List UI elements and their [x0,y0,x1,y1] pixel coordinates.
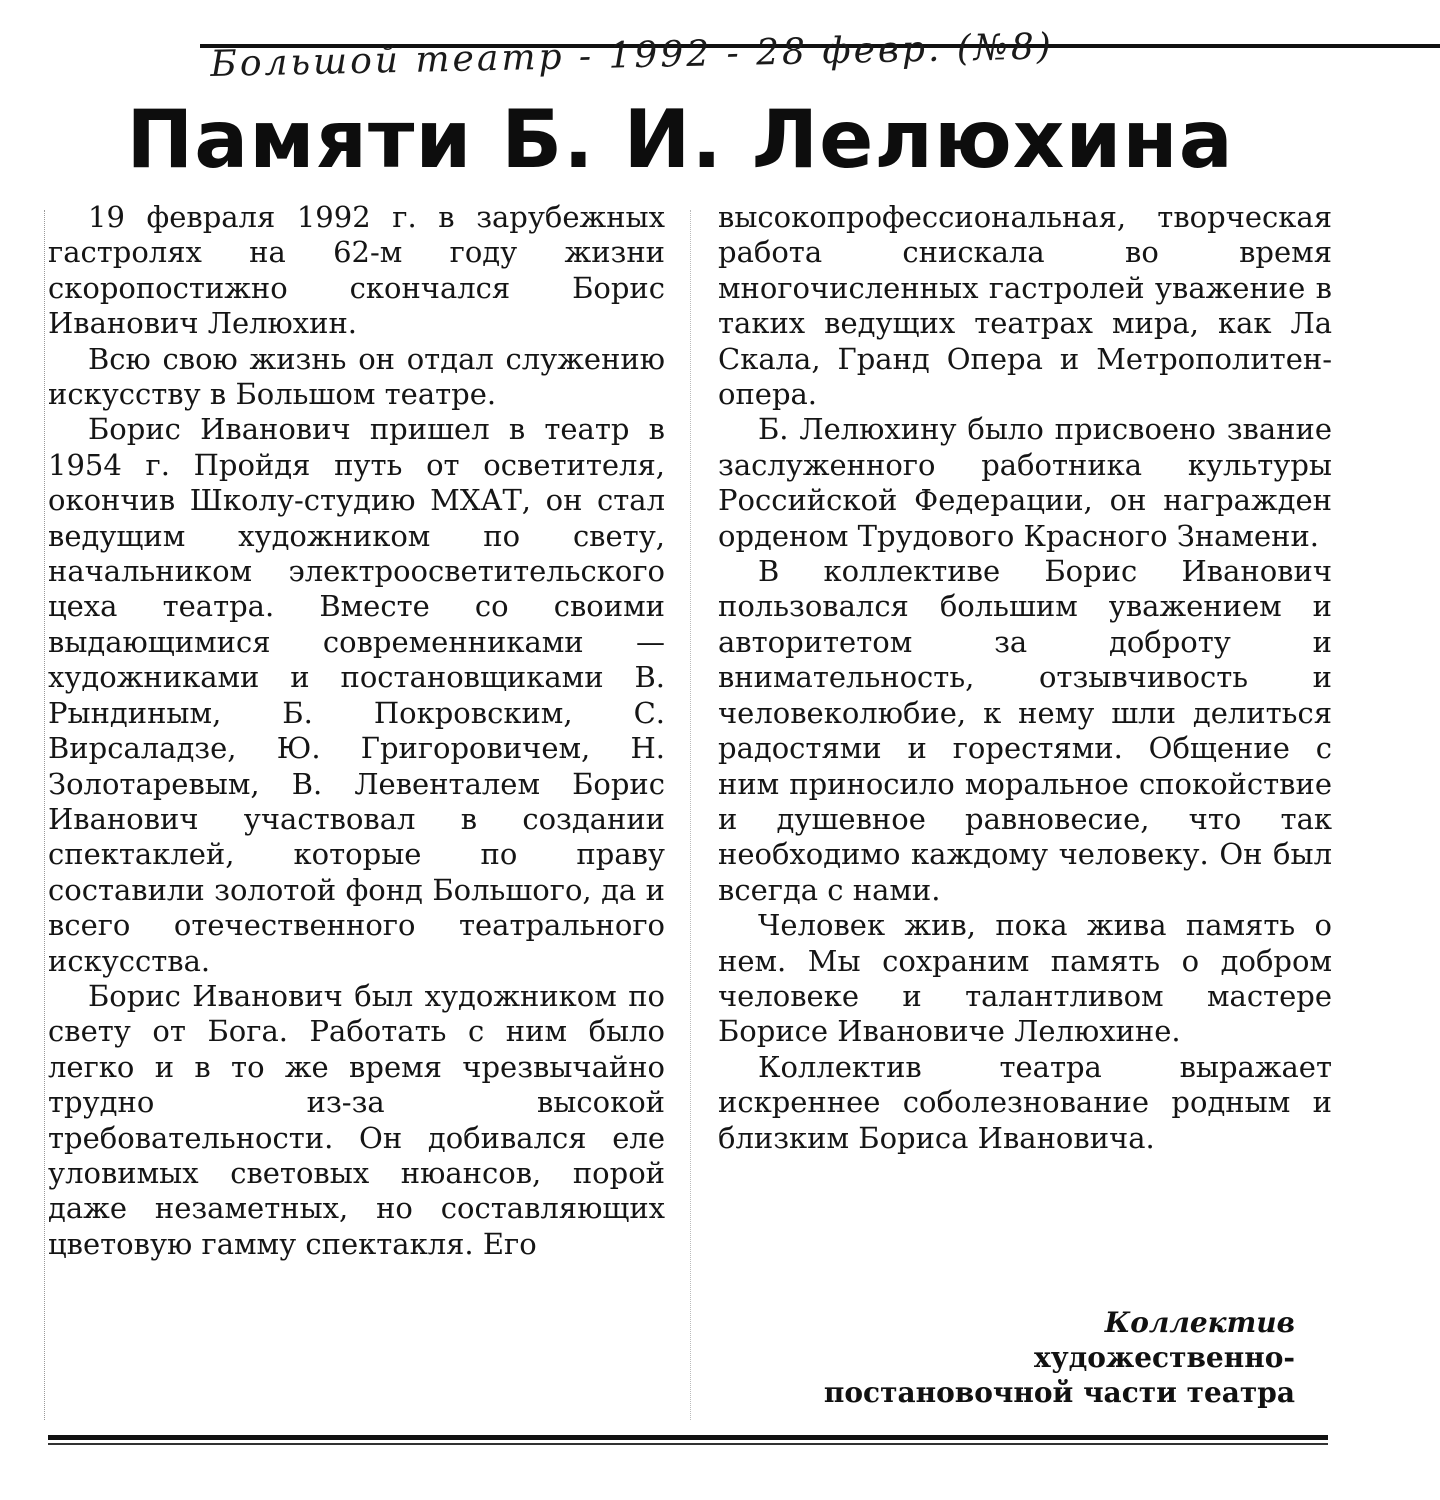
bottom-rule [48,1435,1328,1440]
signature [700,1305,1295,1410]
paragraph: Всю свою жизнь он отдал служению искусству в Большом театре. [48,341,665,412]
paragraph: Человек жив, пока жива память о нем. Мы сохраним память о добром человеке и талантливом мастере Борисе Ивановиче Лелюхине. [718,908,1332,1049]
signature-line: постановочной части театра [823,1376,1295,1409]
paragraph: высокопрофессиональная, творческая работа снискала во время многочисленных гастролей уважение в таких ведущих театрах мира, как Ла Скала, Гранд Опера и Метрополитен-опера. [718,200,1332,412]
paragraph: Борис Иванович пришел в театр в 1954 г. Пройдя путь от осветителя, окончив Школу-студию МХАТ, он стал ведущим художником по свету, начальником электроосветительского цеха театра. Вместе со своими выдающимися современниками — художниками и постановщиками В. Рындиным, Б. Покровским, С. Вирсаладзе, Ю. Григоровичем, Н. Золотаревым, В. Левенталем Борис Иванович участвовал в создании спектаклей, которые по праву составили золотой фонд Большого, да и всего отечественного театрального искусства. [48,412,665,978]
paragraph: Б. Лелюхину было присвоено звание заслуженного работника культуры Российской Федерации, он награжден орденом Трудового Красного Знамени. [718,412,1332,553]
left-border [44,210,45,1420]
paragraph: Борис Иванович был художником по свету от Бога. Работать с ним было легко и в то же время чрезвычайно трудно из-за высокой требовательности. Он добивался еле уловимых световых нюансов, порой даже незаметных, но составляющих цветовую гамму спектакля. Его [48,978,665,1261]
headline: Памяти Б. И. Лелюхина [126,93,1234,186]
bottom-rule-thin [48,1443,1328,1445]
column-divider [690,210,691,1420]
paragraph: Коллектив театра выражает искреннее соболезнование родным и близким Бориса Ивановича. [718,1049,1332,1155]
left-column [48,200,665,1262]
signature-line: художественно- [1034,1341,1295,1374]
signature-line: Коллектив [1104,1306,1295,1339]
handwritten-note: Большой театр - 1992 - 28 февр. (№8) [210,26,1055,85]
paragraph: В коллективе Борис Иванович пользовался большим уважением и авторитетом за доброту и внимательность, отзывчивость и человеколюбие, к нему шли делиться радостями и горестями. Общение с ним приносило моральное спокойствие и душевное равновесие, что так необходимо каждому человеку. Он был всегда с нами. [718,554,1332,907]
paragraph: 19 февраля 1992 г. в зарубежных гастролях на 62-м году жизни скоропостижно скончался Борис Иванович Лелюхин. [48,200,665,341]
right-column [718,200,1332,1156]
